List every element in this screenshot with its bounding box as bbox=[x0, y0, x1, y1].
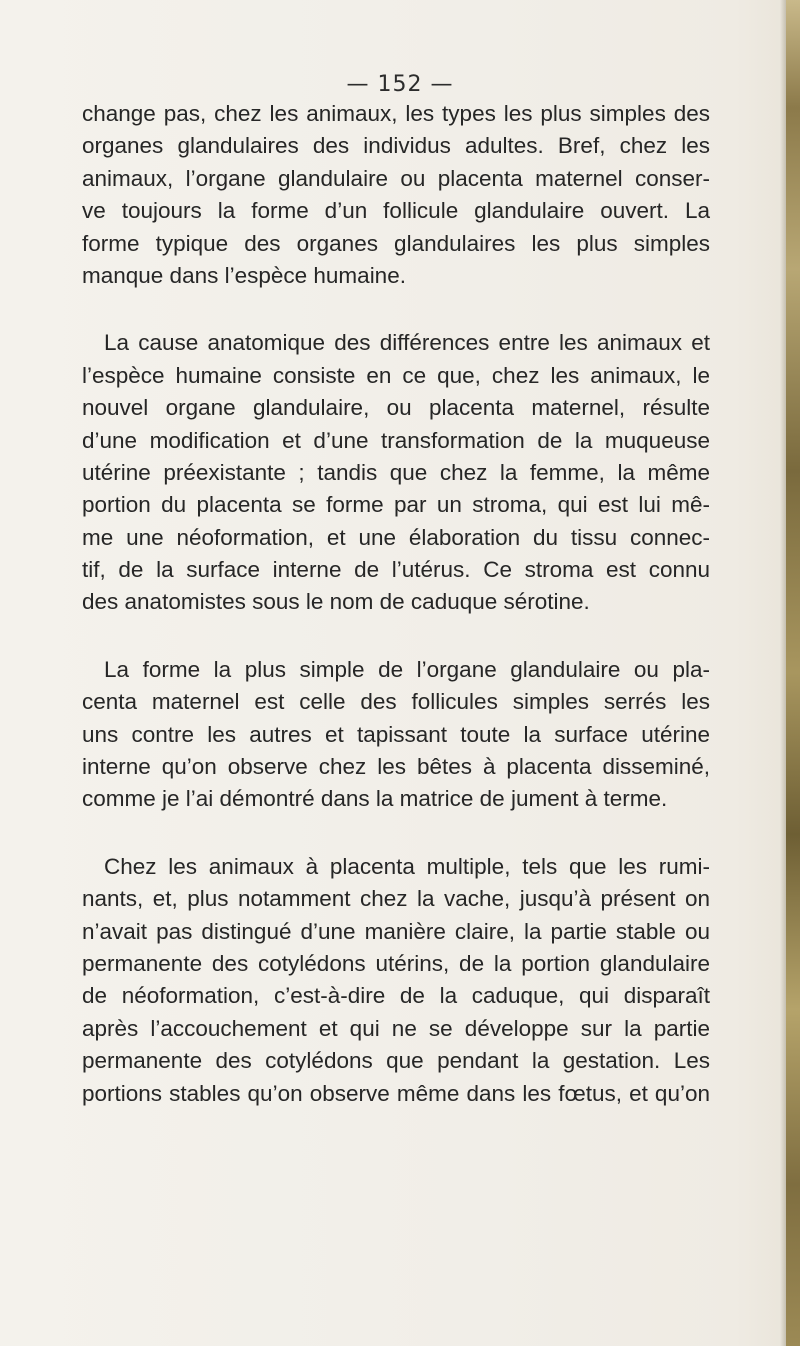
paragraph bbox=[82, 654, 710, 816]
text-line: ve toujours la forme d’un follicule glandulaire ouvert. La bbox=[82, 198, 710, 224]
text-line: de néoformation, c’est-à-dire de la caduque, qui disparaît bbox=[82, 983, 710, 1009]
body-text bbox=[82, 98, 710, 1145]
text-line: permanente des cotylédons que pendant la gestation. Les bbox=[82, 1048, 710, 1074]
text-line: nouvel organe glandulaire, ou placenta maternel, résulte bbox=[82, 395, 710, 421]
text-line: organes glandulaires des individus adultes. Bref, chez les bbox=[82, 133, 710, 159]
text-line: comme je l’ai démontré dans la matrice de jument à terme. bbox=[82, 786, 668, 812]
text-line: portions stables qu’on observe même dans les fœtus, et qu’on bbox=[82, 1080, 710, 1106]
text-line: après l’accouchement et qui ne se développe sur la partie bbox=[82, 1015, 710, 1041]
text-line: forme typique des organes glandulaires les plus simples bbox=[82, 230, 710, 256]
text-line: tif, de la surface interne de l’utérus. Ce stroma est connu bbox=[82, 557, 710, 583]
text-line: uns contre les autres et tapissant toute la surface utérine bbox=[82, 721, 710, 747]
text-line: manque dans l’espèce humaine. bbox=[82, 262, 406, 288]
paragraph bbox=[82, 327, 710, 619]
text-line: change pas, chez les animaux, les types les plus simples des bbox=[82, 101, 710, 126]
paragraph bbox=[82, 98, 710, 292]
text-line: utérine préexistante ; tandis que chez la femme, la même bbox=[82, 459, 710, 485]
text-line: portion du placenta se forme par un stroma, qui est lui mê- bbox=[82, 492, 710, 518]
text-line: animaux, l’organe glandulaire ou placenta maternel conser- bbox=[82, 165, 710, 191]
text-line: centa maternel est celle des follicules simples serrés les bbox=[82, 689, 710, 715]
text-line: d’une modification et d’une transformation de la muqueuse bbox=[82, 427, 710, 453]
text-line: permanente des cotylédons utérins, de la portion glandulaire bbox=[82, 950, 710, 976]
text-line: l’espèce humaine consiste en ce que, chez les animaux, le bbox=[82, 362, 710, 388]
text-line: me une néoformation, et une élaboration du tissu connec- bbox=[82, 524, 710, 550]
text-line: nants, et, plus notamment chez la vache, jusqu’à présent on bbox=[82, 886, 710, 912]
text-line: des anatomistes sous le nom de caduque sérotine. bbox=[82, 589, 590, 615]
paragraph bbox=[82, 851, 710, 1110]
text-line: La forme la plus simple de l’organe glandulaire ou pla- bbox=[104, 656, 710, 682]
text-line: La cause anatomique des différences entre les animaux et bbox=[104, 330, 710, 356]
page-number: — 152 — bbox=[346, 72, 454, 97]
text-line: n’avait pas distingué d’une manière claire, la partie stable ou bbox=[82, 918, 710, 944]
text-line: Chez les animaux à placenta multiple, tels que les rumi- bbox=[104, 853, 710, 879]
text-line: interne qu’on observe chez les bêtes à placenta disseminé, bbox=[82, 754, 710, 780]
book-spine-edge bbox=[786, 0, 800, 1346]
